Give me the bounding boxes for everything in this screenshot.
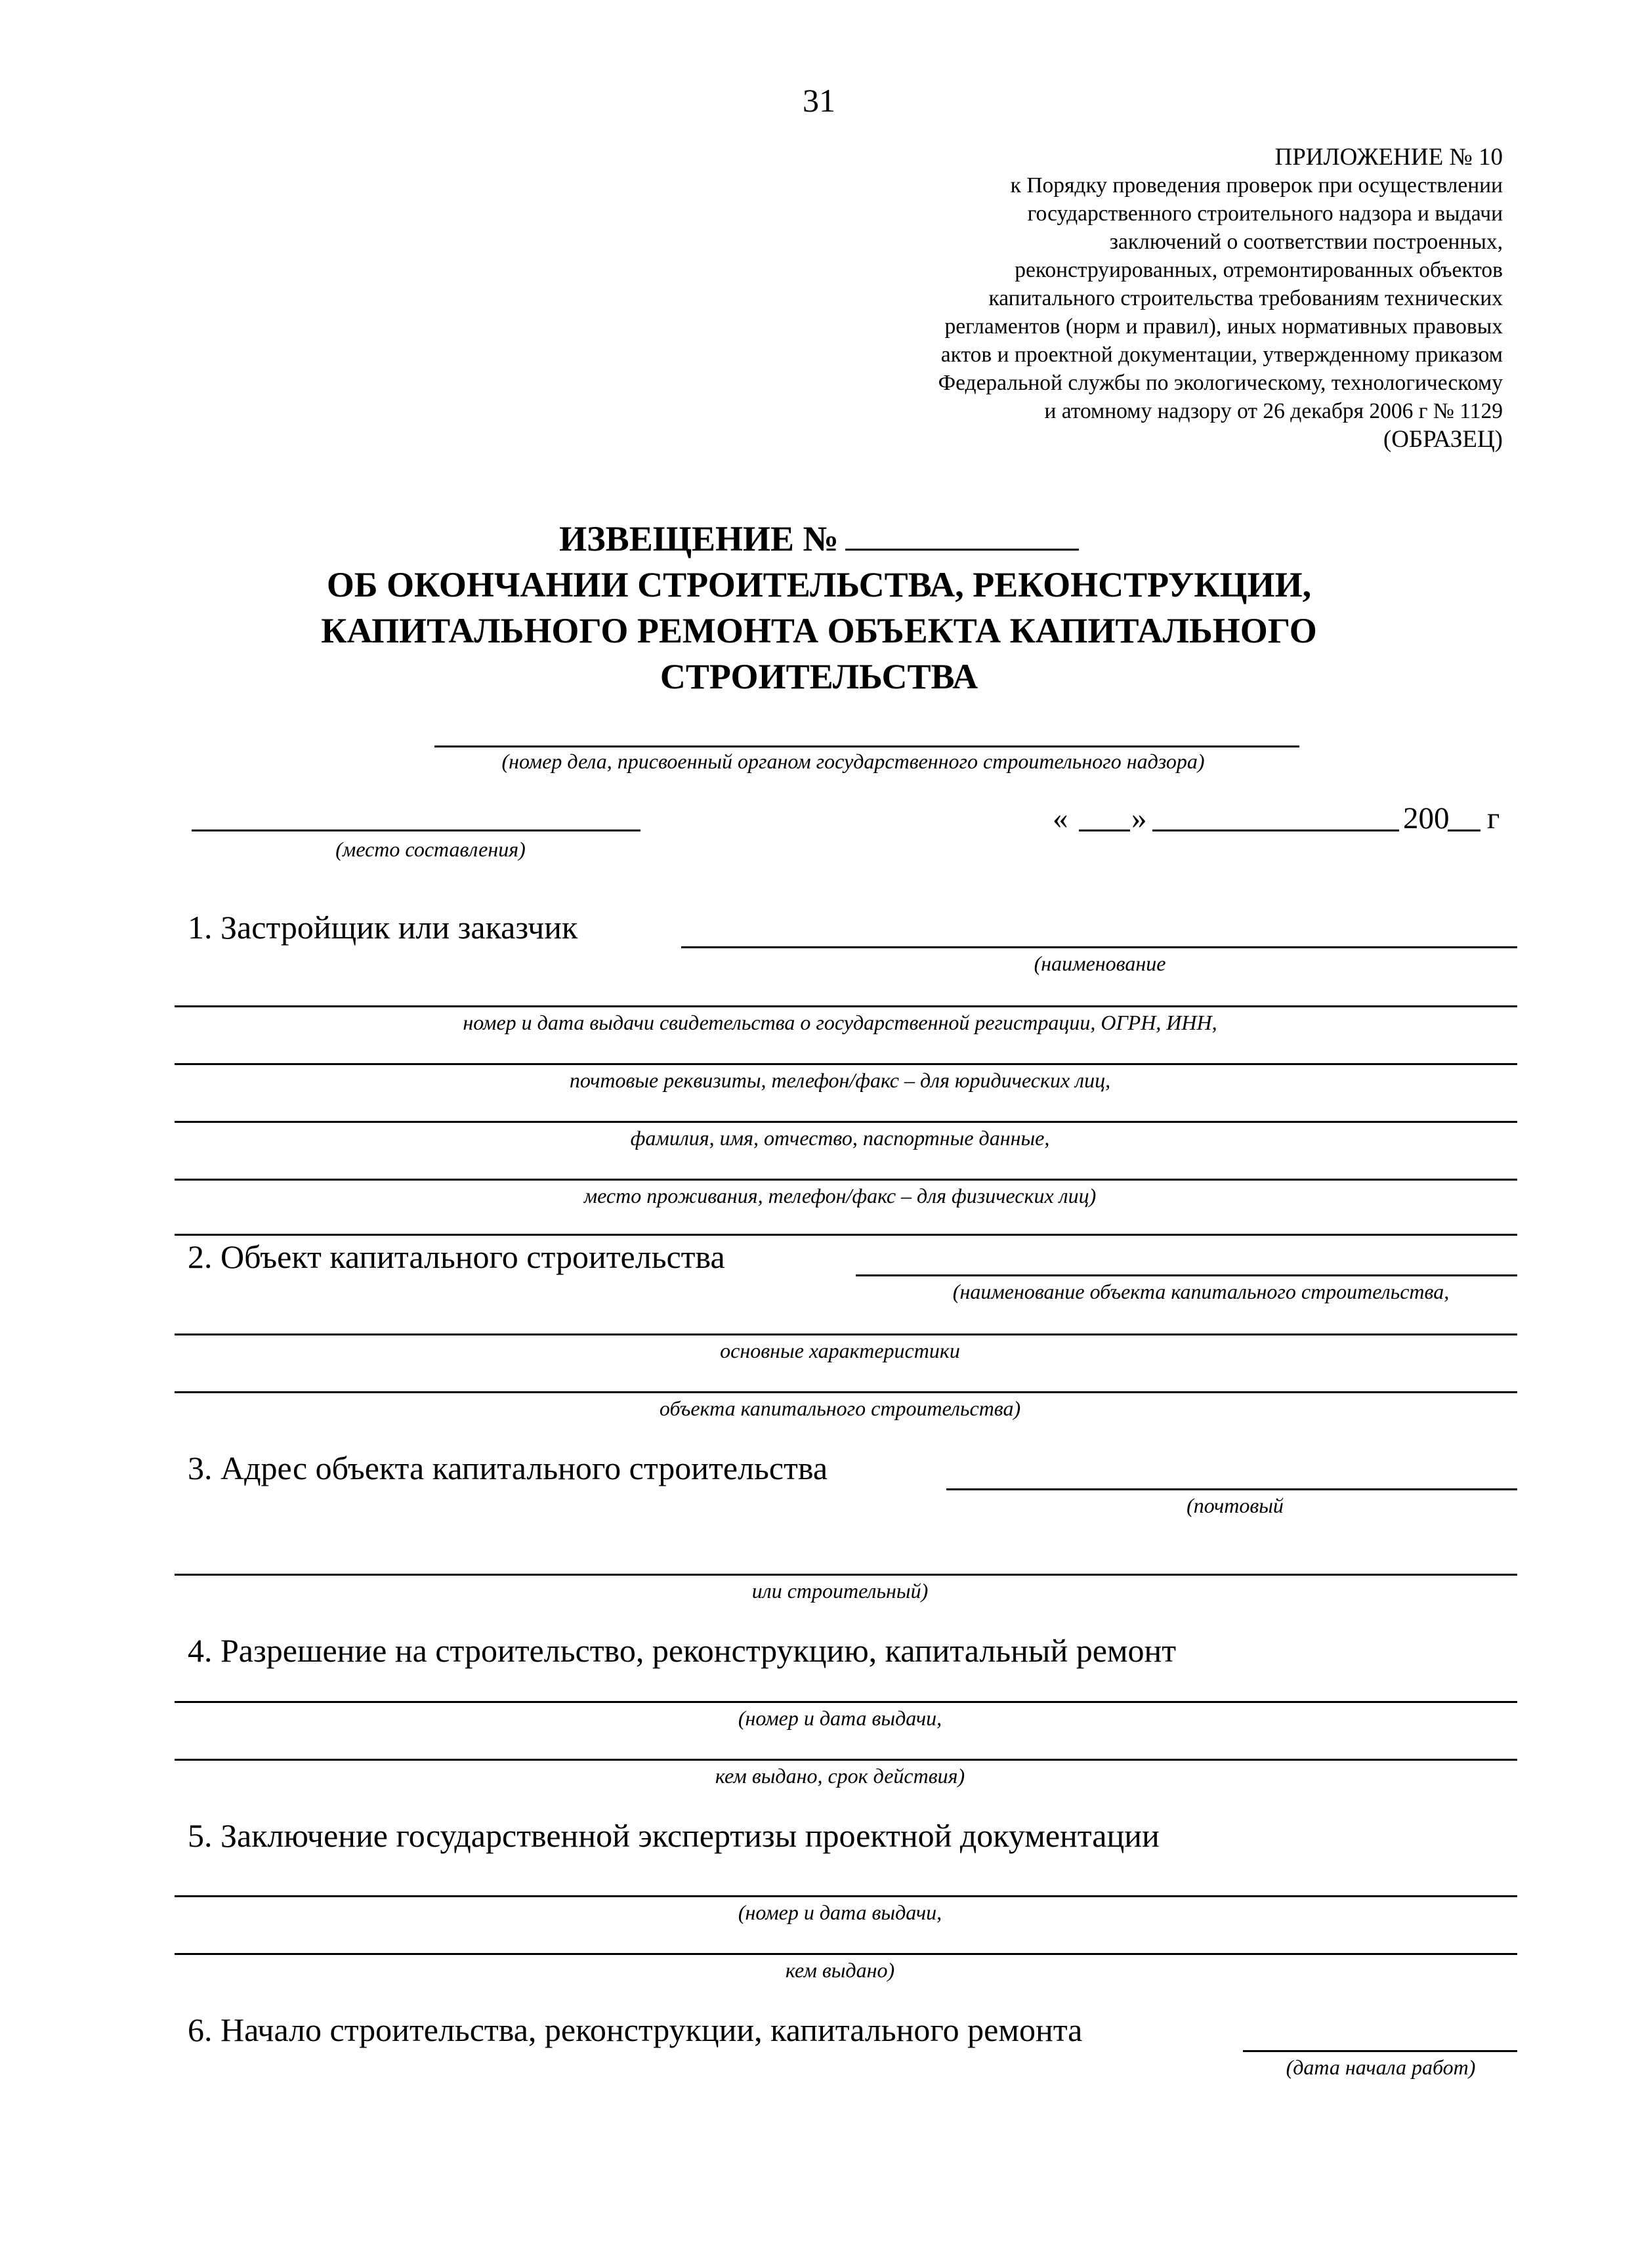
field-hint: объекта капитального строительства) <box>659 1396 1021 1420</box>
field-hint: (наименование объекта капитального строительства, <box>952 1280 1450 1303</box>
section-3-label: 3. Адрес объекта капитального строительства <box>188 1450 828 1486</box>
date-year-prefix: 200 <box>1403 801 1450 835</box>
notice-number-field[interactable] <box>845 516 1079 551</box>
date-month-field[interactable] <box>1152 830 1399 831</box>
sample-label: (ОБРАЗЕЦ) <box>1383 426 1503 453</box>
appendix-line: государственного строительного надзора и выдачи <box>1027 201 1503 226</box>
address-field[interactable] <box>946 1488 1517 1490</box>
field-hint: номер и дата выдачи свидетельства о государственной регистрации, ОГРН, ИНН, <box>463 1011 1217 1034</box>
developer-field-line[interactable] <box>175 1179 1517 1181</box>
appendix-line: к Порядку проведения проверок при осуществлении <box>1010 173 1503 198</box>
notice-title: ИЗВЕЩЕНИЕ № <box>559 519 839 558</box>
developer-field-line[interactable] <box>175 1121 1517 1123</box>
object-field-line[interactable] <box>175 1334 1517 1335</box>
object-name-field[interactable] <box>856 1274 1517 1276</box>
field-hint: или строительный) <box>751 1579 929 1603</box>
heading-line: КАПИТАЛЬНОГО РЕМОНТА ОБЪЕКТА КАПИТАЛЬНОГО <box>321 611 1317 650</box>
section-6-label: 6. Начало строительства, реконструкции, капитального ремонта <box>188 2011 1083 2048</box>
start-date-field[interactable] <box>1243 2050 1517 2052</box>
permit-field-line[interactable] <box>175 1701 1517 1703</box>
appendix-title: ПРИЛОЖЕНИЕ № 10 <box>1274 144 1503 171</box>
date-year-field[interactable] <box>1448 830 1480 831</box>
notice-number-line <box>0 516 1638 562</box>
field-hint: почтовые реквизиты, телефон/факс – для юридических лиц, <box>569 1068 1111 1092</box>
expertise-field-line[interactable] <box>175 1953 1517 1955</box>
address-field-line[interactable] <box>175 1574 1517 1576</box>
field-hint: кем выдано, срок действия) <box>715 1764 965 1788</box>
date-year-suffix: г <box>1487 801 1500 835</box>
appendix-line: заключений о соответствии построенных, <box>1109 230 1503 254</box>
section-1-label: 1. Застройщик или заказчик <box>188 909 578 946</box>
page-number: 31 <box>803 82 835 119</box>
developer-field-line[interactable] <box>175 1005 1517 1007</box>
date-close-quote: » <box>1131 801 1147 835</box>
case-number-field[interactable] <box>434 746 1299 747</box>
appendix-reference <box>650 143 1503 453</box>
appendix-line: регламентов (норм и правил), иных нормативных правовых <box>944 314 1503 339</box>
field-hint: кем выдано) <box>785 1958 895 1982</box>
field-hint: (почтовый <box>1186 1494 1284 1517</box>
field-hint: (дата начала работ) <box>1286 2055 1476 2079</box>
case-number-hint: (номер дела, присвоенный органом государственного строительного надзора) <box>501 749 1205 773</box>
heading-line: СТРОИТЕЛЬСТВА <box>660 657 978 696</box>
field-hint: основные характеристики <box>720 1339 960 1362</box>
place-field[interactable] <box>192 830 640 831</box>
date-day-field[interactable] <box>1079 830 1130 831</box>
field-hint: место проживания, телефон/факс – для физических лиц) <box>583 1184 1097 1208</box>
section-5-label: 5. Заключение государственной экспертизы проектной документации <box>188 1817 1160 1854</box>
appendix-line: актов и проектной документации, утвержденному приказом <box>940 343 1503 367</box>
developer-name-field[interactable] <box>681 946 1517 948</box>
place-hint: (место составления) <box>335 837 526 861</box>
field-hint: фамилия, имя, отчество, паспортные данные, <box>630 1126 1050 1150</box>
field-hint: (наименование <box>1034 952 1166 975</box>
document-heading <box>0 516 1638 700</box>
section-2-label: 2. Объект капитального строительства <box>188 1238 725 1275</box>
section-4-label: 4. Разрешение на строительство, реконструкцию, капитальный ремонт <box>188 1632 1177 1669</box>
field-hint: (номер и дата выдачи, <box>738 1706 942 1730</box>
object-field-line[interactable] <box>175 1391 1517 1393</box>
appendix-line: реконструированных, отремонтированных объектов <box>1015 258 1503 282</box>
field-hint: (номер и дата выдачи, <box>738 1900 942 1924</box>
expertise-field-line[interactable] <box>175 1895 1517 1897</box>
appendix-line: Федеральной службы по экологическому, технологическому <box>938 371 1503 395</box>
developer-field-line[interactable] <box>175 1063 1517 1065</box>
permit-field-line[interactable] <box>175 1759 1517 1761</box>
appendix-line: и атомному надзору от 26 декабря 2006 г № 1129 <box>1044 399 1503 423</box>
date-open-quote: « <box>1053 801 1068 835</box>
developer-field-line[interactable] <box>175 1234 1517 1236</box>
heading-line: ОБ ОКОНЧАНИИ СТРОИТЕЛЬСТВА, РЕКОНСТРУКЦИИ, <box>326 565 1312 604</box>
appendix-line: капитального строительства требованиям технических <box>988 286 1503 310</box>
